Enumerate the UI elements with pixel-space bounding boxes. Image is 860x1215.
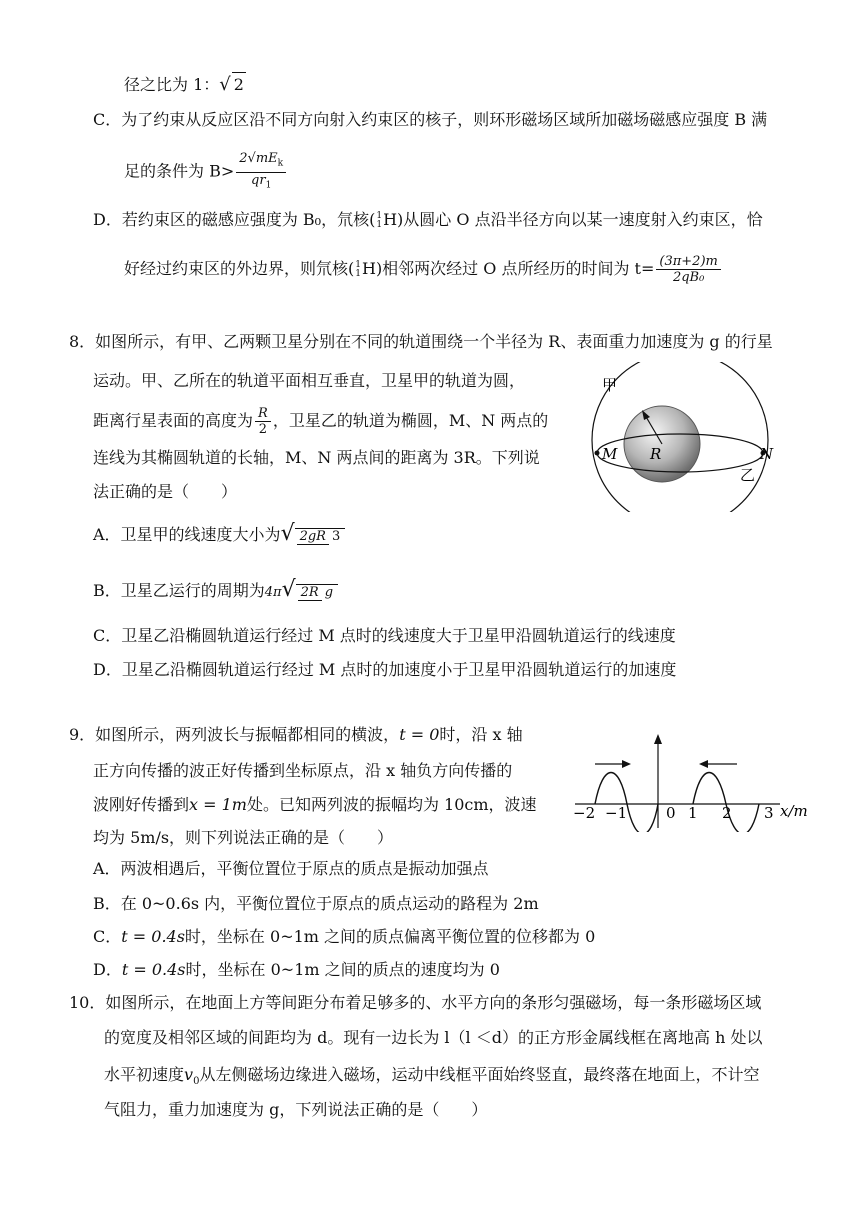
q9-l4: 均为 5m/s，则下列说法正确的是（ ）: [93, 828, 394, 847]
q9-l3-post: 处。已知两列波的振幅均为 10cm，波速: [246, 795, 537, 814]
q7-option-c-line1: [93, 108, 767, 132]
axis-label-x: x/m: [780, 802, 808, 820]
q9-d-t: t = 0.4s: [121, 960, 186, 979]
iso-bot: 1: [376, 219, 383, 230]
q7-option-c-cond: 足的条件为 B>: [124, 161, 235, 181]
q8-a-num: 2gR: [297, 529, 329, 545]
y-axis-arrowhead: [654, 734, 662, 744]
q9-l3-pre: 波刚好传播到: [93, 795, 190, 814]
q9-stem-line2: [93, 759, 512, 783]
q8-option-a: [93, 522, 347, 547]
q8-option-c: [93, 624, 676, 648]
q8-l1: 8．如图所示，有甲、乙两颗卫星分别在不同的轨道围绕一个半径为 R、表面重力加速度为 g 的行星: [69, 332, 773, 351]
iso-top-2: 1: [355, 259, 361, 270]
label-yi: 乙: [740, 466, 756, 484]
tick-label-1: 1: [688, 804, 698, 822]
q9-d-post: 时，坐标在 0~1m 之间的质点的速度均为 0: [185, 960, 500, 979]
q8-stem-line4: [93, 446, 540, 470]
q8-l5: 法正确的是（ ）: [93, 482, 238, 501]
tick-label-0: 0: [666, 804, 676, 822]
q8-b-den: g: [324, 584, 334, 600]
sqrt-symbol-a: √: [280, 521, 295, 546]
q7-cont-line: [124, 72, 246, 97]
tick-label-neg2: −2: [573, 804, 596, 822]
frac-num-sub: k: [277, 158, 284, 169]
q9-b: B．在 0~0.6s 内，平衡位置位于原点的质点运动的路程为 2m: [93, 894, 539, 913]
q8-height-fraction: [255, 406, 271, 437]
q8-stem-line2: [93, 369, 525, 393]
left-arrowhead: [622, 760, 631, 768]
isotope-index: [376, 212, 382, 230]
label-n: N: [760, 445, 774, 463]
q7-option-c-fraction: [236, 151, 286, 193]
q9-c-t: t = 0.4s: [121, 927, 185, 946]
q9-option-b: [93, 892, 539, 916]
q9-d-pre: D．: [93, 960, 122, 979]
q10-stem-line4: [104, 1098, 487, 1122]
q8-a-den: 3: [331, 528, 341, 544]
isotope-index-2: [355, 261, 361, 279]
q10-v-sub: 0: [193, 1076, 200, 1088]
frac-num: 2√mE: [239, 151, 278, 166]
label-jia: 甲: [602, 376, 618, 394]
q10-l1: 10．如图所示，在地面上方等间距分布着足够多的、水平方向的条形匀强磁场，每一条形磁场区域: [69, 993, 762, 1012]
q10-l4: 气阻力，重力加速度为 g，下列说法正确的是（ ）: [104, 1100, 488, 1119]
q10-stem-line3: [104, 1063, 759, 1094]
q10-stem-line1: [69, 991, 761, 1015]
q9-option-a: [93, 857, 489, 881]
q8-b-coef: 4π: [264, 585, 282, 600]
q8-d: D．卫星乙沿椭圆轨道运行经过 M 点时的加速度小于卫星甲沿圆轨道运行的加速度: [93, 660, 677, 679]
q9-t0: t = 0: [399, 725, 440, 744]
q8-opt-b-text: B．卫星乙运行的周期为: [93, 581, 265, 600]
q10-v: v: [184, 1065, 194, 1084]
q7-option-c-line2: [124, 151, 288, 193]
q8-l4: 连线为其椭圆轨道的长轴，M、N 两点间的距离为 3R。下列说: [93, 448, 540, 467]
tick-label-2: 2: [722, 804, 732, 822]
q8-l3-den: 2: [258, 422, 268, 437]
q9-option-c: [93, 925, 595, 949]
right-wave: [693, 773, 759, 833]
q7-cont-text: 径之比为 1：: [124, 75, 220, 94]
q9-l2: 正方向传播的波正好传播到坐标原点，沿 x 轴负方向传播的: [93, 761, 513, 780]
q10-l3-post: 从左侧磁场边缘进入磁场，运动中线框平面始终竖直，最终落在地面上，不计空: [199, 1065, 760, 1084]
q8-l3-post: ，卫星乙的轨道为椭圆，M、N 两点的: [272, 411, 549, 430]
q7-option-d-fraction: [656, 254, 720, 285]
q9-a: A．两波相遇后，平衡位置位于原点的质点是振动加强点: [93, 859, 489, 878]
frac-den: qr: [251, 172, 266, 188]
q8-opt-a-text: A．卫星甲的线速度大小为: [93, 525, 281, 544]
q7-option-d-line1: [93, 208, 763, 232]
iso-top: 1: [376, 210, 383, 221]
q8-l3-pre: 距离行星表面的高度为: [93, 411, 254, 430]
q8-stem-line3: [93, 406, 548, 437]
label-r: R: [650, 445, 662, 463]
q9-stem-line4: [93, 826, 393, 850]
tick-label-3: 3: [764, 804, 774, 822]
q7-option-d-line2-text: 好经过约束区的外边界，则氘核(: [124, 259, 355, 278]
q8-orbit-figure: [580, 362, 780, 512]
q9-l1-post: 时，沿 x 轴: [439, 725, 523, 744]
q7-option-d-line2-mid: H)相邻两次经过 O 点所经历的时间为 t=: [361, 259, 655, 278]
q8-stem-line5: [93, 480, 237, 504]
q7-option-d-text: D．若约束区的磁感应强度为 B₀，氘核(: [93, 210, 376, 229]
q9-stem-line1: [69, 723, 523, 747]
q10-l2: 的宽度及相邻区域的间距均为 d。现有一边长为 l（l ＜d）的正方形金属线框在离地高 h 处以: [104, 1028, 763, 1047]
left-wave: [595, 773, 658, 833]
q8-l2: 运动。甲、乙所在的轨道平面相互垂直，卫星甲的轨道为圆，: [93, 371, 526, 390]
q9-option-d: [93, 958, 500, 982]
q9-c-pre: C．: [93, 927, 122, 946]
q7-option-d-line2: [124, 254, 723, 285]
q8-option-b: [93, 578, 340, 605]
tick-label-neg1: −1: [605, 804, 628, 822]
q8-l3-num: R: [255, 406, 271, 422]
q8-c: C．卫星乙沿椭圆轨道运行经过 M 点时的线速度大于卫星甲沿圆轨道运行的线速度: [93, 626, 676, 645]
q10-stem-line2: [104, 1026, 762, 1050]
frac-num-d: (3π+2)m: [656, 254, 720, 270]
q10-l3-pre: 水平初速度: [104, 1065, 185, 1084]
q7-option-c-text: C．为了约束从反应区沿不同方向射入约束区的核子，则环形磁场区域所加磁场磁感应强度 B 满: [93, 110, 768, 129]
iso-bot-2: 1: [355, 268, 361, 279]
q7-option-d-mid: H)从圆心 O 点沿半径方向以某一速度射入约束区，恰: [383, 210, 763, 229]
sqrt-symbol-b: √: [281, 577, 296, 602]
q7-cont-sqrt: 2: [232, 72, 246, 97]
q8-stem-line1: [69, 330, 773, 354]
right-arrowhead: [699, 760, 708, 768]
q9-wave-figure: [565, 732, 825, 832]
sqrt-symbol: √: [219, 74, 231, 95]
q8-opt-b-frac: [296, 584, 338, 600]
q8-opt-a-frac: [295, 528, 346, 544]
q9-stem-line3: [93, 793, 537, 817]
q9-x1: x = 1m: [189, 795, 247, 814]
q9-l1: 9．如图所示，两列波长与振幅都相同的横波，: [69, 725, 400, 744]
q8-b-num: 2R: [298, 585, 322, 601]
q9-c-post: 时，坐标在 0~1m 之间的质点偏离平衡位置的位移都为 0: [184, 927, 596, 946]
frac-den-d: 2qB₀: [672, 270, 705, 285]
frac-den-sub: 1: [265, 180, 272, 191]
q8-option-d: [93, 658, 676, 682]
label-m: M: [602, 445, 618, 463]
point-m: [595, 451, 600, 456]
